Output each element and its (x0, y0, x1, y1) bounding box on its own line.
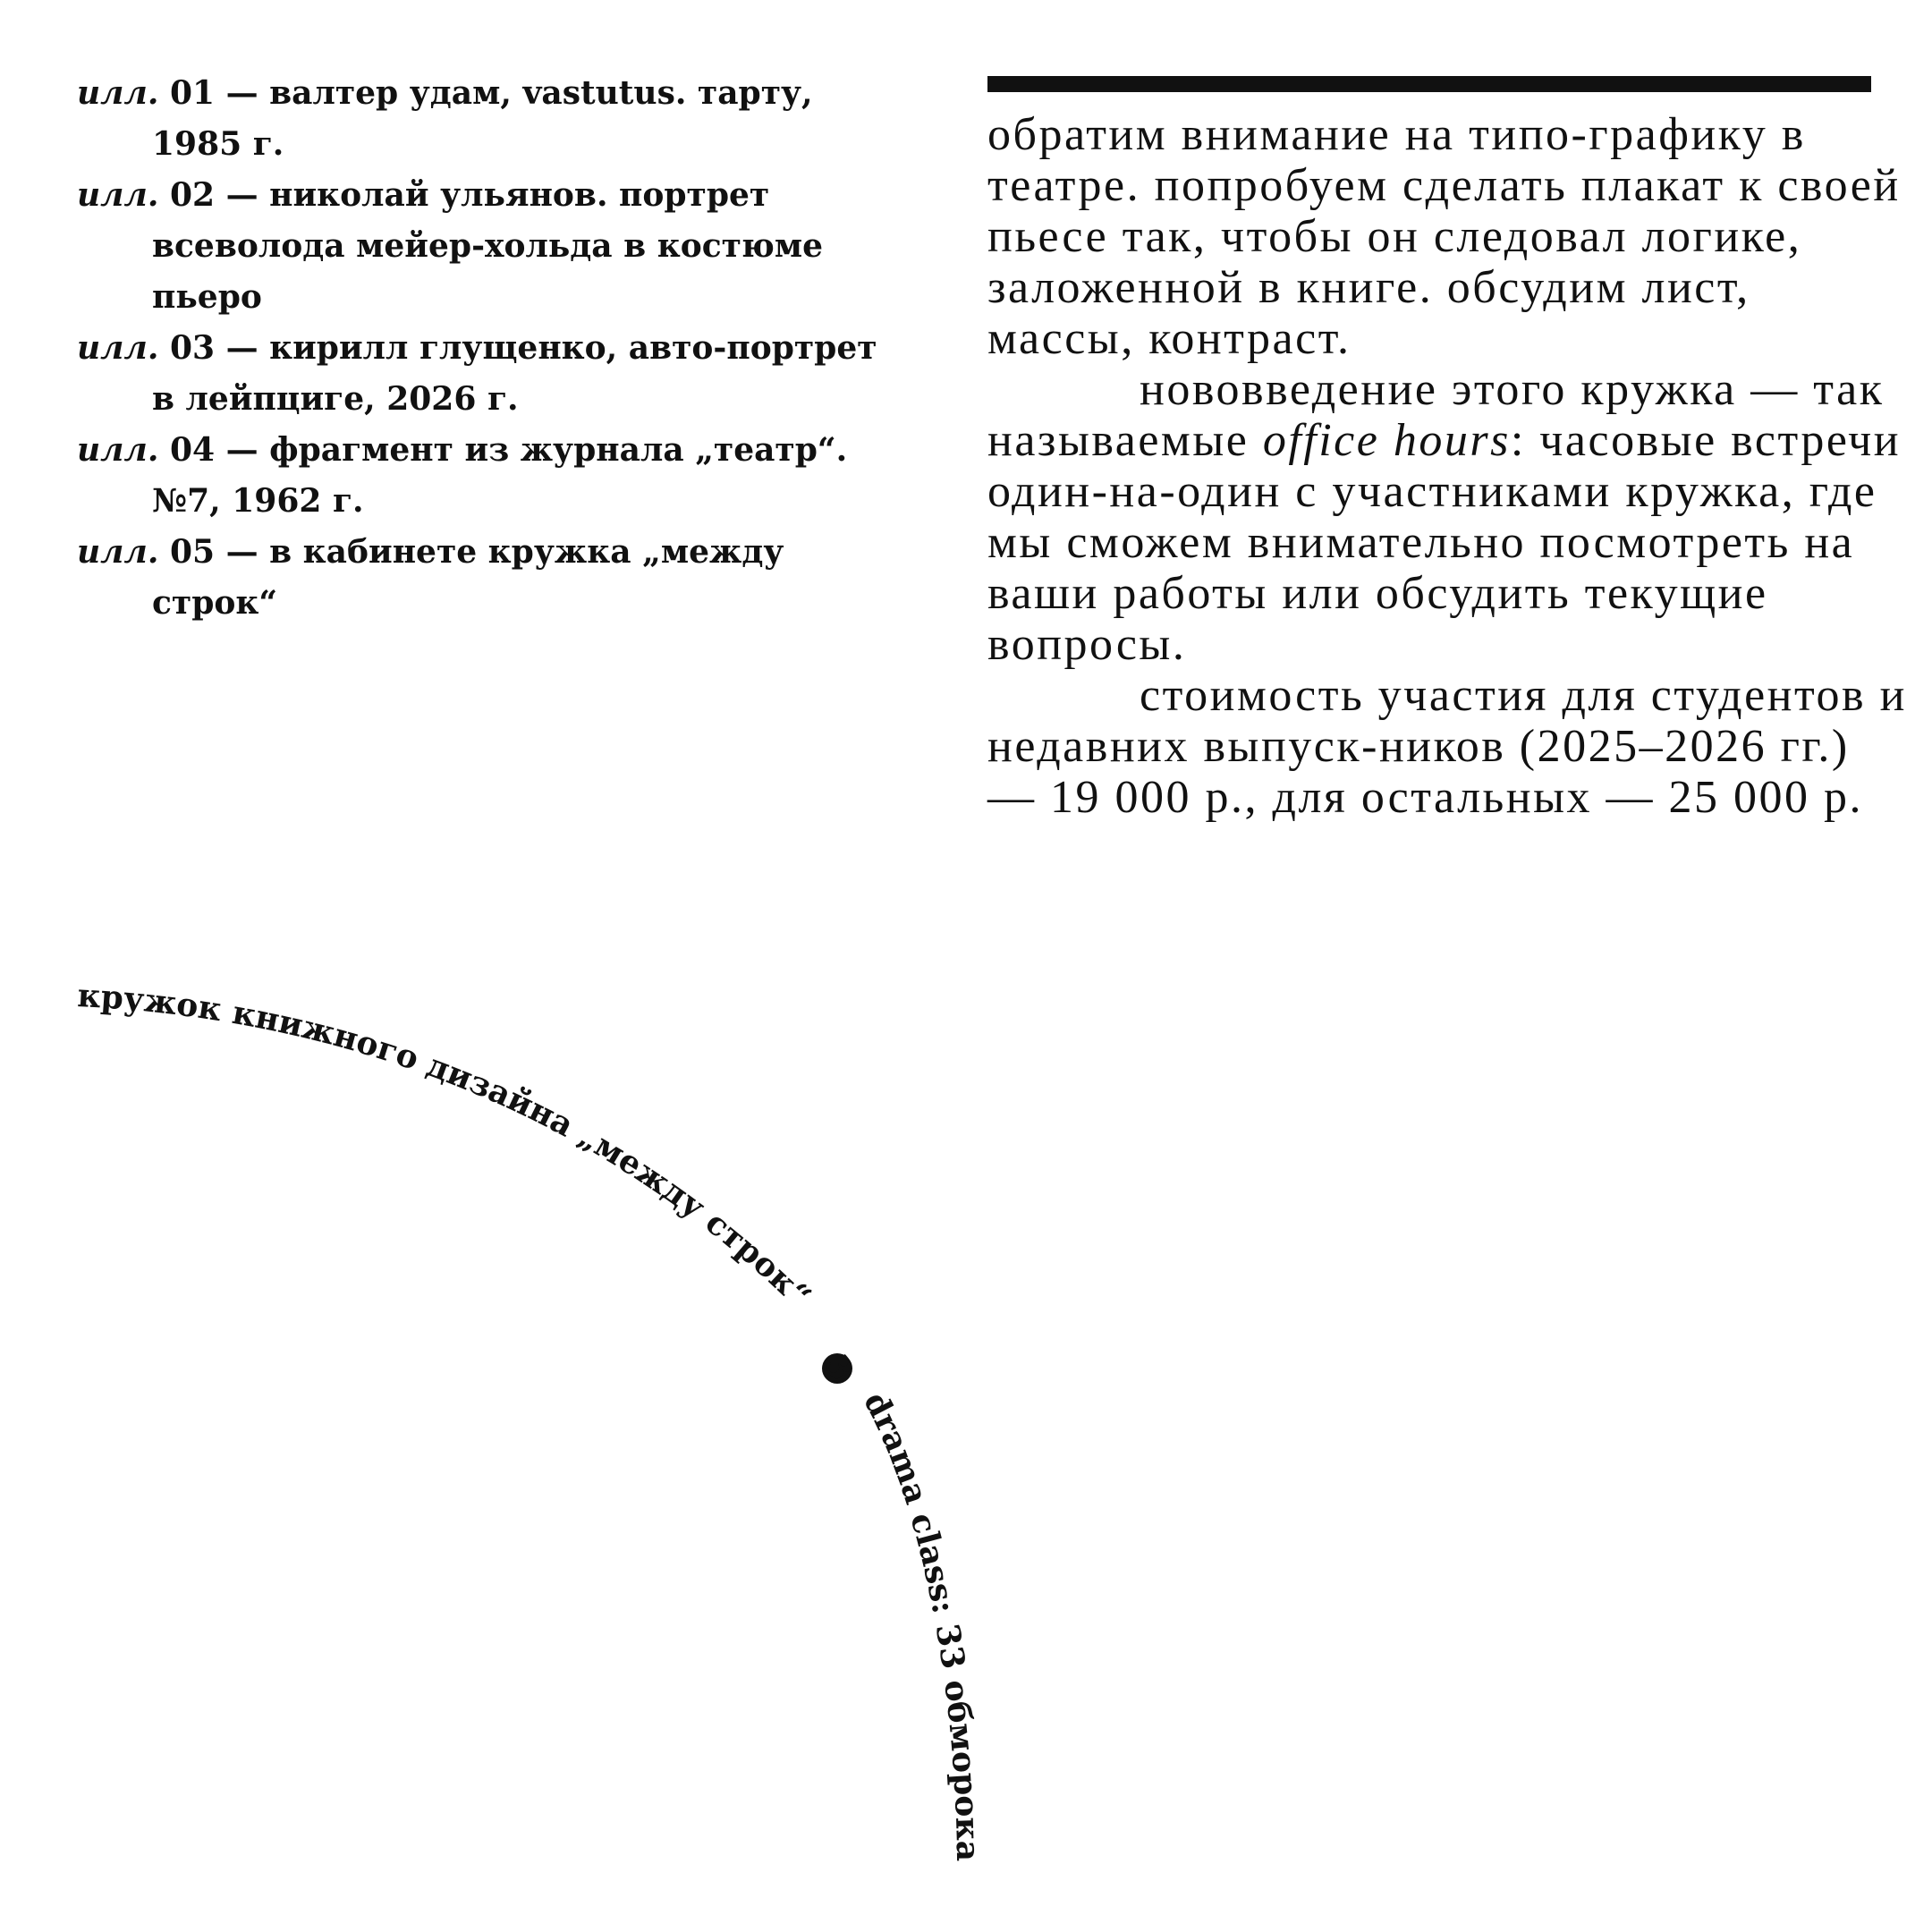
caption-abbr: илл. (77, 431, 159, 469)
curved-title-text (77, 977, 818, 1315)
drama-class-textpath: drama class: 33 обморока (856, 1385, 987, 1862)
caption-text: 02 — николай ульянов. портрет всеволода мейер-хольда в костюме пьеро (152, 176, 824, 316)
paragraph-price: стоимость участия для студентов и недавних выпуск-ников (2025–2026 гг.) — 19 000 р., для остальных — 25 000 р. (987, 670, 1907, 823)
office-hours-term: office hours (1262, 415, 1511, 466)
caption-text: 03 — кирилл глущенко, авто-портрет в лейпциге, 2026 г. (152, 329, 877, 418)
caption-text: 04 — фрагмент из журнала „театр“. №7, 1962 г. (152, 431, 848, 520)
caption-text: 05 — в кабинете кружка „между строк“ (152, 533, 784, 622)
caption-abbr: илл. (77, 176, 159, 214)
badge-number: 3 (817, 1348, 861, 1387)
office-hours-description: : часовые встречи один-на-один с участниками кружка, где мы сможем внимательно посмотреть на ваши работы или обсудить текущие вопросы. (987, 415, 1902, 670)
drama-class-text (856, 1386, 987, 1862)
caption-abbr: илл. (77, 533, 159, 571)
caption-abbr: илл. (77, 74, 159, 112)
curved-title-textpath: кружок книжного дизайна „между строк“ (76, 976, 818, 1316)
caption-text: 01 — валтер удам, vastutus. тарту, 1985 г. (152, 74, 813, 163)
number-badge (817, 1349, 860, 1387)
caption-abbr: илл. (77, 329, 159, 367)
office-hours-intro: нововведение этого кружка — так называемые (987, 364, 1885, 466)
paragraph-typography: обратим внимание на типо-графику в театре. попробуем сделать плакат к своей пьесе так, чтобы он следовал логике, заложенной в книге. обсудим лист, массы, контраст. (987, 109, 1901, 364)
